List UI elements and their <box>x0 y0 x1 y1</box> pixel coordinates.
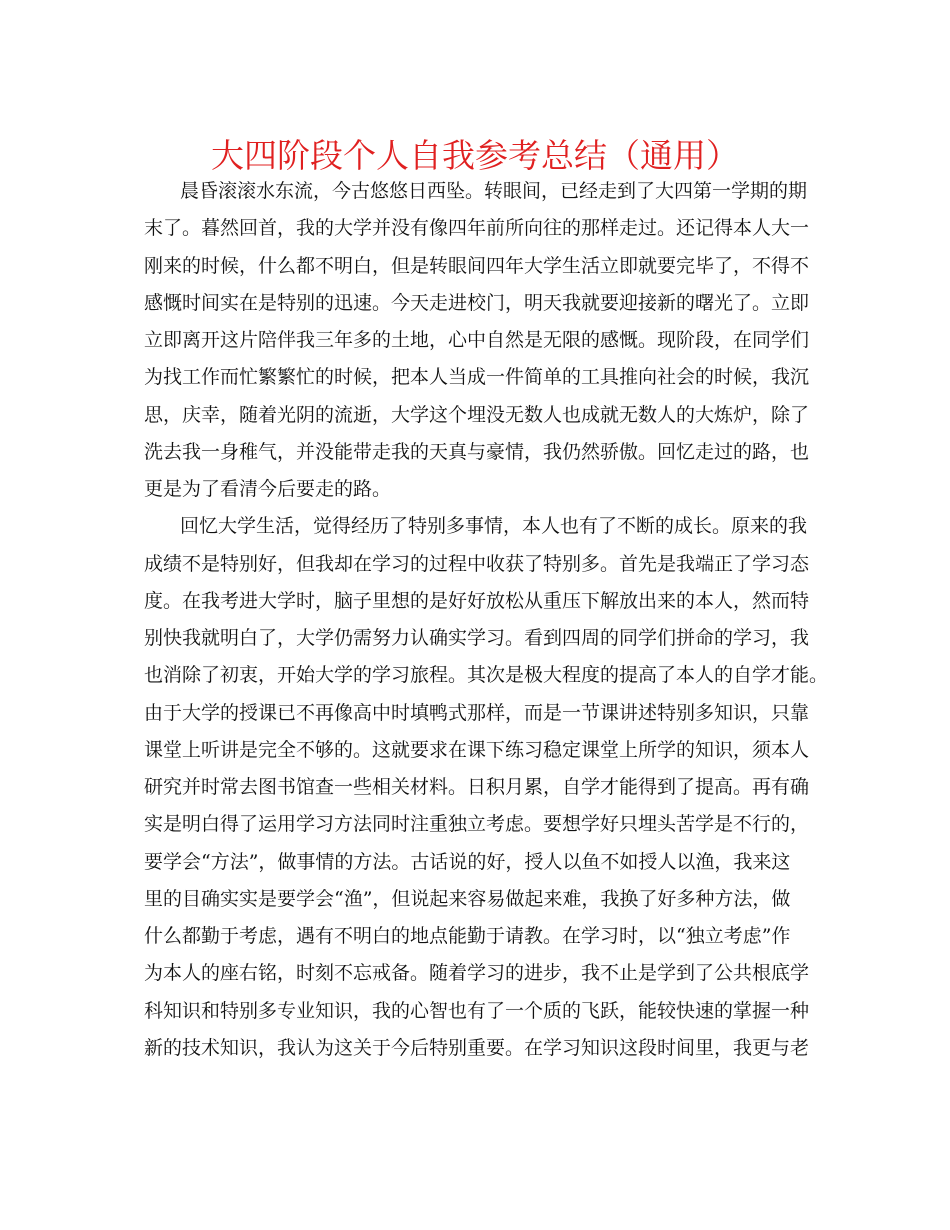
paragraph-2-line-15: 新的技术知识，我认为这关于今后特别重要。在学习知识这段时间里，我更与老 <box>144 1037 810 1059</box>
paragraph-1-line-3: 刚来的时候，什么都不明白，但是转眼间四年大学生活立即就要完毕了，不得不 <box>144 255 810 277</box>
paragraph-2-line-11: 里的目确实实是要学会“渔”，但说起来容易做起来难，我换了好多种方法，做 <box>144 888 791 910</box>
paragraph-2-line-10: 要学会“方法”，做事情的方法。古话说的好，授人以鱼不如授人以渔，我来这 <box>144 851 791 873</box>
paragraph-2-line-7: 课堂上听讲是完全不够的。这就要求在课下练习稳定课堂上所学的知识，须本人 <box>144 739 810 761</box>
paragraph-2-line-5: 也消除了初衷，开始大学的学习旅程。其次是极大程度的提高了本人的自学才能。 <box>144 664 829 686</box>
paragraph-2-line-8: 研究并时常去图书馆查一些相关材料。日积月累，自学才能得到了提高。再有确 <box>144 776 810 798</box>
paragraph-1-line-9: 更是为了看清今后要走的路。 <box>144 478 392 500</box>
paragraph-2-line-1: 回忆大学生活，觉得经历了特别多事情，本人也有了不断的成长。原来的我 <box>180 515 808 537</box>
paragraph-1-line-6: 为找工作而忙繁繁忙的时候，把本人当成一件简单的工具推向社会的时候，我沉 <box>144 366 810 388</box>
paragraph-2-line-13: 为本人的座右铭，时刻不忘戒备。随着学习的进步，我不止是学到了公共根底学 <box>144 962 810 984</box>
paragraph-2-line-3: 度。在我考进大学时，脑子里想的是好好放松从重压下解放出来的本人，然而特 <box>144 590 810 612</box>
paragraph-1-line-2: 末了。暮然回首，我的大学并没有像四年前所向往的那样走过。还记得本人大一 <box>144 217 810 239</box>
paragraph-1-line-8: 洗去我一身稚气，并没能带走我的天真与豪情，我仍然骄傲。回忆走过的路，也 <box>144 441 810 463</box>
paragraph-1-line-1: 晨昏滚滚水东流，今古悠悠日西坠。转眼间，已经走到了大四第一学期的期 <box>180 180 808 202</box>
paragraph-1-line-7: 思，庆幸，随着光阴的流逝，大学这个埋没无数人也成就无数人的大炼炉，除了 <box>144 404 810 426</box>
paragraph-1-line-5: 立即离开这片陪伴我三年多的土地，心中自然是无限的感慨。现阶段，在同学们 <box>144 329 810 351</box>
paragraph-2-line-12: 什么都勤于考虑，遇有不明白的地点能勤于请教。在学习时，以“独立考虑”作 <box>144 925 791 947</box>
paragraph-2-line-9: 实是明白得了运用学习方法同时注重独立考虑。要想学好只埋头苦学是不行的， <box>144 813 810 835</box>
document-title: 大四阶段个人自我参考总结（通用） <box>211 136 739 175</box>
paragraph-1-line-4: 感慨时间实在是特别的迅速。今天走进校门，明天我就要迎接新的曙光了。立即 <box>144 292 810 314</box>
paragraph-2-line-4: 别快我就明白了，大学仍需努力认确实学习。看到四周的同学们拼命的学习，我 <box>144 627 810 649</box>
paragraph-2-line-14: 科知识和特别多专业知识，我的心智也有了一个质的飞跃，能较快速的掌握一种 <box>144 1000 810 1022</box>
paragraph-2-line-2: 成绩不是特别好，但我却在学习的过程中收获了特别多。首先是我端正了学习态 <box>144 553 810 575</box>
paragraph-2-line-6: 由于大学的授课已不再像高中时填鸭式那样，而是一节课讲述特别多知识，只靠 <box>144 702 810 724</box>
